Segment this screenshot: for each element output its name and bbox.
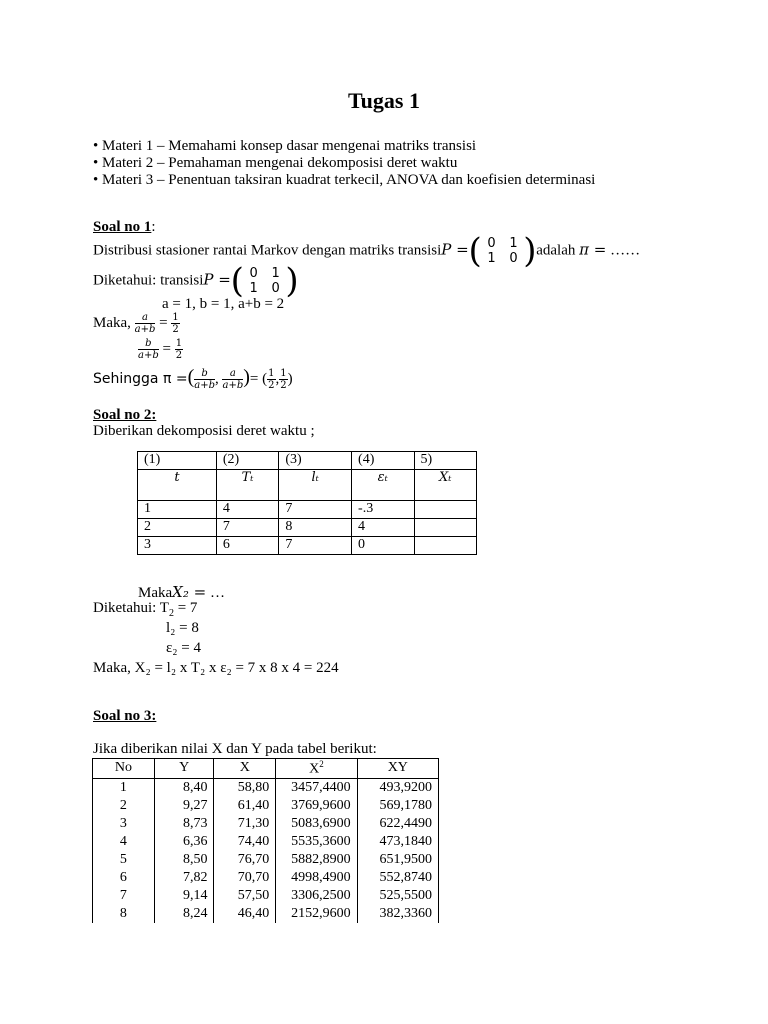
cell: 71,30 — [214, 815, 276, 833]
sehingga-text: Sehingga π = — [93, 371, 188, 387]
cell: 8,50 — [154, 851, 214, 869]
matrix-cell: 1 — [271, 266, 280, 281]
soal1-maka-line2 — [138, 338, 183, 361]
col-header: Y — [154, 759, 214, 779]
matrix-cell: 0 — [271, 281, 280, 296]
cell: 3 — [138, 537, 217, 555]
cell: 8,40 — [154, 778, 214, 797]
soal3-heading: Soal no 3: — [93, 708, 157, 724]
col-symbol: t — [138, 470, 217, 501]
table-row — [93, 833, 439, 851]
cell: 1 — [93, 778, 155, 797]
fraction-b: $\frac{b}{a+b}$ — [138, 338, 159, 361]
known-value: = 7 — [173, 600, 198, 616]
decomposition-table — [137, 451, 477, 555]
cell: 4998,4900 — [276, 869, 357, 887]
fraction-b: $\frac{b}{a+b}$ — [194, 368, 215, 392]
cell: 2 — [138, 519, 217, 537]
cell: 1 — [138, 501, 217, 519]
cell: 70,70 — [214, 869, 276, 887]
cell: -.3 — [352, 501, 414, 519]
known-text: Diketahui: T — [93, 600, 169, 616]
soal2-result: Maka, X₂ = l₂ x T₂ x ε₂ = 7 x 8 x 4 = 224 — [93, 660, 339, 676]
soal1-sehingga: Sehingga π =( $\frac{b}{a+b}$ , $\frac{a}{a+b}$ )= ( $\frac{1}{2}$ , $\frac{1}{2}$ ) — [93, 366, 293, 392]
cell: 57,50 — [214, 887, 276, 905]
matrix-cell: 1 — [487, 251, 496, 266]
cell: 7 — [216, 519, 278, 537]
cell: 0 — [352, 537, 414, 555]
page-title: Tugas 1 — [348, 88, 420, 113]
soal1-known — [93, 261, 299, 301]
fraction-a: $\frac{a}{a+b}$ — [222, 368, 244, 392]
cell: 4 — [352, 519, 414, 537]
matrix-cell: 0 — [487, 236, 496, 251]
col-symbol: lₜ — [279, 470, 352, 501]
table-row — [93, 887, 439, 905]
bullet-materi-2: • Materi 2 – Pemahaman mengenai dekomposisi deret waktu — [93, 155, 458, 171]
cell: 3457,4400 — [276, 778, 357, 797]
soal1-maka-line1 — [93, 312, 180, 335]
matrix-p-known: ( 0 1 1 0 ) — [230, 261, 299, 301]
soal2-known-l2: l₂ = 8 — [166, 620, 199, 636]
cell: 493,9200 — [357, 778, 438, 797]
fraction-a: $\frac{a}{a+b}$ — [134, 312, 156, 335]
xy-table — [92, 758, 439, 923]
col-symbol: Tₜ — [216, 470, 278, 501]
fraction-half: $\frac{1}{2}$ — [268, 368, 275, 392]
x2-symbol: X₂ = — [172, 583, 207, 601]
cell — [414, 519, 477, 537]
cell: 7,82 — [154, 869, 214, 887]
cell: 6,36 — [154, 833, 214, 851]
matrix-cell: 1 — [249, 281, 258, 296]
cell: 2152,9600 — [276, 905, 357, 923]
col-number: 5) — [414, 452, 477, 470]
cell — [414, 537, 477, 555]
dots: …… — [610, 242, 641, 259]
cell: 6 — [93, 869, 155, 887]
cell: 7 — [279, 501, 352, 519]
table-row — [93, 797, 439, 815]
cell: 5535,3600 — [276, 833, 357, 851]
cell: 8 — [93, 905, 155, 923]
soal1-params: a = 1, b = 1, a+b = 2 — [162, 296, 285, 312]
cell: 76,70 — [214, 851, 276, 869]
table-row — [93, 905, 439, 923]
dots: … — [209, 585, 225, 601]
cell: 5083,6900 — [276, 815, 357, 833]
col-number: (3) — [279, 452, 352, 470]
matrix-cell: 1 — [509, 236, 518, 251]
fraction-half: $\frac{1}{2}$ — [175, 338, 183, 361]
soal2-heading: Soal no 2: — [93, 407, 157, 423]
table-row — [138, 537, 477, 555]
soal1-heading: Soal no 1 — [93, 219, 152, 235]
maka-text: Maka — [138, 585, 173, 601]
adalah-text: adalah — [536, 242, 576, 259]
cell — [414, 501, 477, 519]
table-row — [93, 869, 439, 887]
cell: 61,40 — [214, 797, 276, 815]
table-row — [93, 778, 439, 797]
cell: 7 — [93, 887, 155, 905]
soal1-question-text: Distribusi stasioner rantai Markov dengan matriks transisi — [93, 242, 442, 259]
col-header: No — [93, 759, 155, 779]
pi-label: π = — [579, 240, 607, 259]
cell: 58,80 — [214, 778, 276, 797]
bullet-materi-3: • Materi 3 – Penentuan taksiran kuadrat terkecil, ANOVA dan koefisien determinasi — [93, 172, 596, 188]
equals: = — [162, 340, 171, 357]
cell: 622,4490 — [357, 815, 438, 833]
cell: 473,1840 — [357, 833, 438, 851]
cell: 9,27 — [154, 797, 214, 815]
cell: 74,40 — [214, 833, 276, 851]
cell: 7 — [279, 537, 352, 555]
cell: 8 — [279, 519, 352, 537]
maka-text: Maka, — [93, 314, 131, 331]
col-number: (4) — [352, 452, 414, 470]
equals: = — [249, 371, 259, 387]
table-row — [93, 815, 439, 833]
cell: 3769,9600 — [276, 797, 357, 815]
soal1-question — [93, 231, 641, 271]
subscript: 2 — [168, 608, 174, 619]
known-text: Diketahui: transisi — [93, 272, 204, 289]
fraction-half: $\frac{1}{2}$ — [172, 312, 179, 335]
col-symbol: εₜ — [352, 470, 414, 501]
cell: 3306,2500 — [276, 887, 357, 905]
cell: 5882,8900 — [276, 851, 357, 869]
table-row — [138, 501, 477, 519]
table-row — [138, 519, 477, 537]
soal2-known-t2 — [93, 600, 197, 619]
p-label: P = — [441, 240, 469, 259]
cell: 525,5500 — [357, 887, 438, 905]
cell: 382,3360 — [357, 905, 438, 923]
fraction-half: $\frac{1}{2}$ — [280, 368, 287, 392]
cell: 3 — [93, 815, 155, 833]
col-symbol: Xₜ — [414, 470, 477, 501]
soal3-intro: Jika diberikan nilai X dan Y pada tabel berikut: — [93, 741, 377, 757]
cell: 8,73 — [154, 815, 214, 833]
matrix-cell: 0 — [249, 266, 258, 281]
equals: = — [159, 314, 168, 331]
soal1-heading-line — [93, 219, 156, 236]
soal2-known-e2: ε₂ = 4 — [166, 640, 201, 656]
col-header: $X^2$ — [276, 759, 357, 779]
matrix-cell: 0 — [509, 251, 518, 266]
cell: 46,40 — [214, 905, 276, 923]
table-row — [93, 851, 439, 869]
col-header: X — [214, 759, 276, 779]
col-number: (2) — [216, 452, 278, 470]
cell: 9,14 — [154, 887, 214, 905]
bullet-materi-1: • Materi 1 – Memahami konsep dasar mengenai matriks transisi — [93, 138, 477, 154]
cell: 4 — [93, 833, 155, 851]
col-header: XY — [357, 759, 438, 779]
soal2-intro: Diberikan dekomposisi deret waktu ; — [93, 423, 315, 439]
cell: 6 — [216, 537, 278, 555]
cell: 569,1780 — [357, 797, 438, 815]
cell: 651,9500 — [357, 851, 438, 869]
matrix-p: ( 0 1 1 0 ) — [468, 231, 537, 271]
cell: 552,8740 — [357, 869, 438, 887]
col-number: (1) — [138, 452, 217, 470]
cell: 8,24 — [154, 905, 214, 923]
cell: 4 — [216, 501, 278, 519]
soal1-colon: : — [151, 219, 156, 235]
cell: 2 — [93, 797, 155, 815]
cell: 5 — [93, 851, 155, 869]
p-label: P = — [203, 270, 231, 289]
